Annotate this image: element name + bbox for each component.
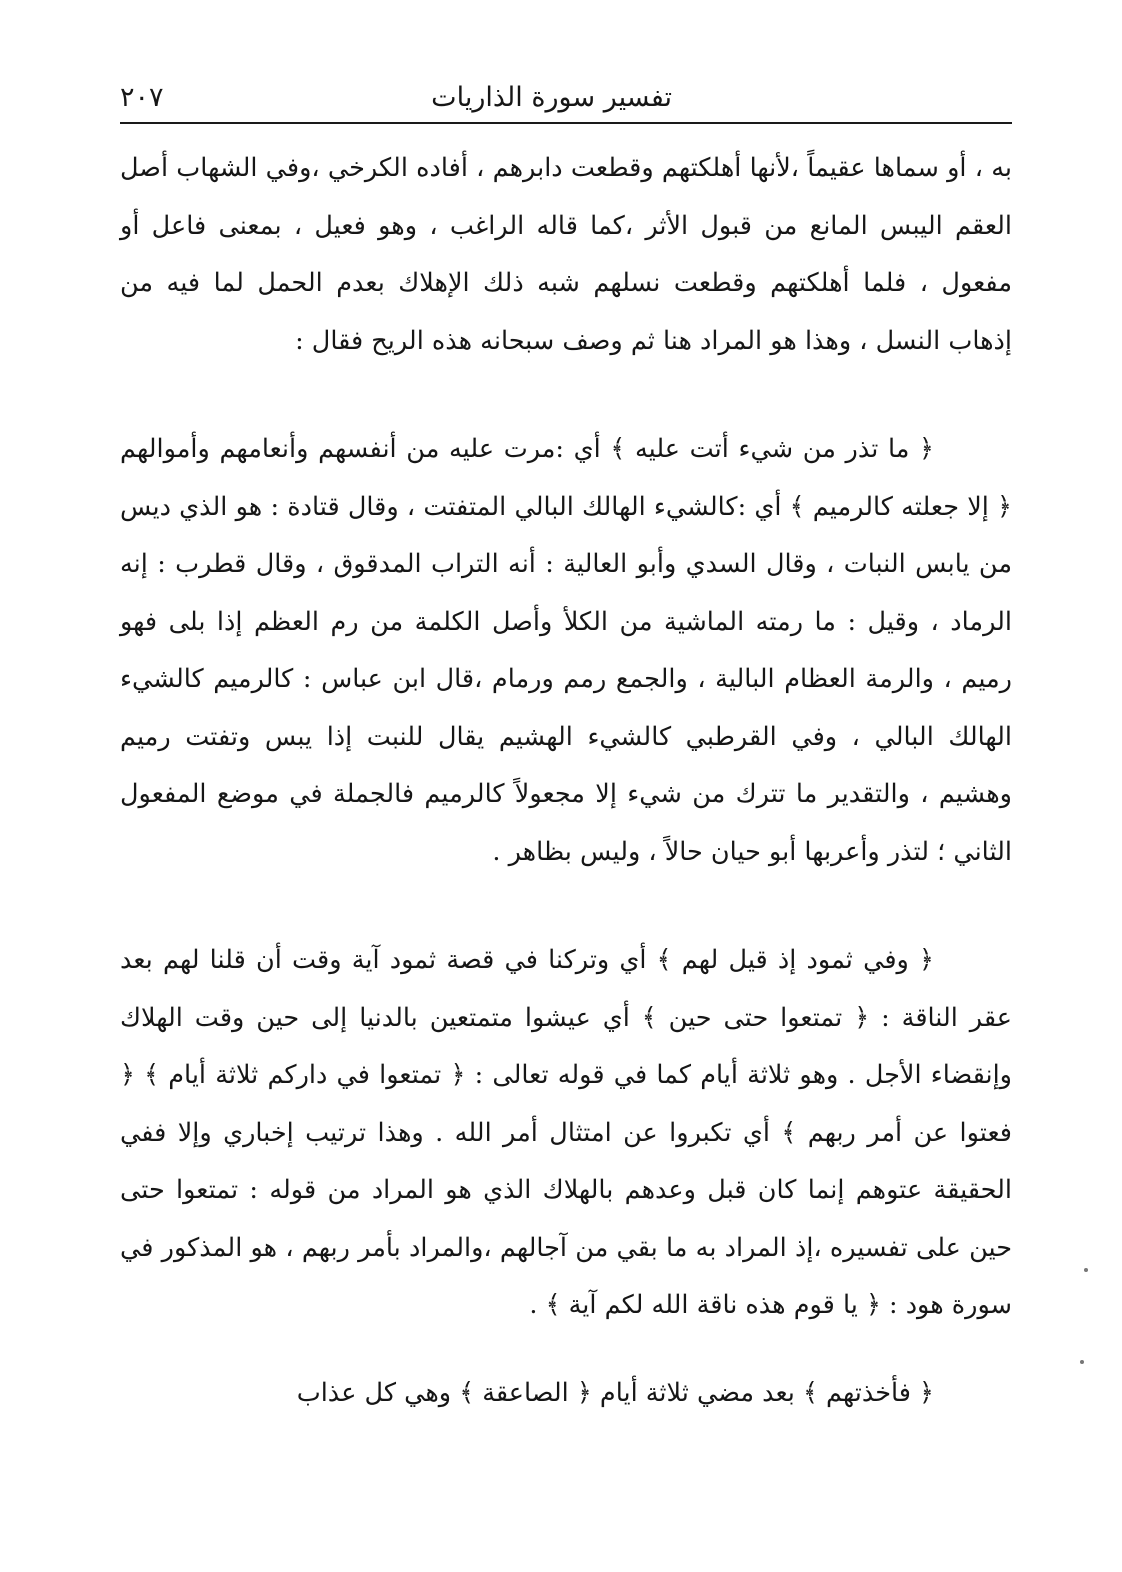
running-header [120,76,1012,118]
scan-speck [1084,1268,1088,1272]
page-number: ٢٠٧ [120,82,164,113]
paragraph-gap [120,881,1012,932]
paragraph-4: ﴿ فأخذتهم ﴾ بعد مضي ثلاثة أيام ﴿ الصاعقة ﴾ وهي كل عذاب [296,1377,934,1408]
paragraph-2: ﴿ ما تذر من شيء أتت عليه ﴾ أي :مرت عليه من أنفسهم وأنعامهم وأموالهم ﴿ إلا جعلته كالرميم ﴾ أي :كالشيء الهالك البالي المتفتت ، وقال قتادة : هو الذي ديس من يابس النبات ، وقال السدي وأبو العالية : أنه التراب المدقوق ، وقال قطرب : إنه الرماد ، وقيل : ما رمته الماشية من الكلأ وأصل الكلمة من رم العظم إذا بلى فهو رميم ، والرمة العظام البالية ، والجمع رمم ورمام ،قال ابن عباس : كالرميم كالشيء الهالك البالي ، وفي القرطبي كالشيء الهشيم يقال للنبت إذا يبس وتفتت رميم وهشيم ، والتقدير ما تترك من شيء إلا مجعولاً كالرميم فالجملة في موضع المفعول الثاني ؛ لتذر وأعربها أبو حيان حالاً ، وليس بظاهر . [120,434,1012,867]
header-title: تفسير سورة الذاريات [431,82,672,113]
paragraph-gap [120,370,1012,421]
paragraph-3: ﴿ وفي ثمود إذ قيل لهم ﴾ أي وتركنا في قصة ثمود آية وقت أن قلنا لهم بعد عقر الناقة : ﴿ تمتعوا حتى حين ﴾ أي عيشوا متمتعين بالدنيا إلى حين وقت الهلاك وإنقضاء الأجل . وهو ثلاثة أيام كما في قوله تعالى : ﴿ تمتعوا في داركم ثلاثة أيام ﴾ ﴿ فعتوا عن أمر ربهم ﴾ أي تكبروا عن امتثال أمر الله . وهذا ترتيب إخباري وإلا ففي الحقيقة عتوهم إنما كان قبل وعدهم بالهلاك الذي هو المراد من قوله : تمتعوا حتى حين على تفسيره ،إذ المراد به ما بقي من آجالهم ،والمراد بأمر ربهم ، هو المذكور في سورة هود : ﴿ يا قوم هذه ناقة الله لكم آية ﴾ . [120,945,1012,1320]
body-text [120,140,1012,1422]
header-rule [120,122,1012,124]
scan-speck [1080,1360,1084,1364]
paragraph-1: به ، أو سماها عقيماً ،لأنها أهلكتهم وقطعت دابرهم ، أفاده الكرخي ،وفي الشهاب أصل العقم اليبس المانع من قبول الأثر ،كما قاله الراغب ، وهو فعيل ، بمعنى فاعل أو مفعول ، فلما أهلكتهم وقطعت نسلهم شبه ذلك الإهلاك بعدم الحمل لما فيه من إذهاب النسل ، وهذا هو المراد هنا ثم وصف سبحانه هذه الريح فقال : [120,153,1012,356]
paragraph-gap [120,1335,1012,1365]
